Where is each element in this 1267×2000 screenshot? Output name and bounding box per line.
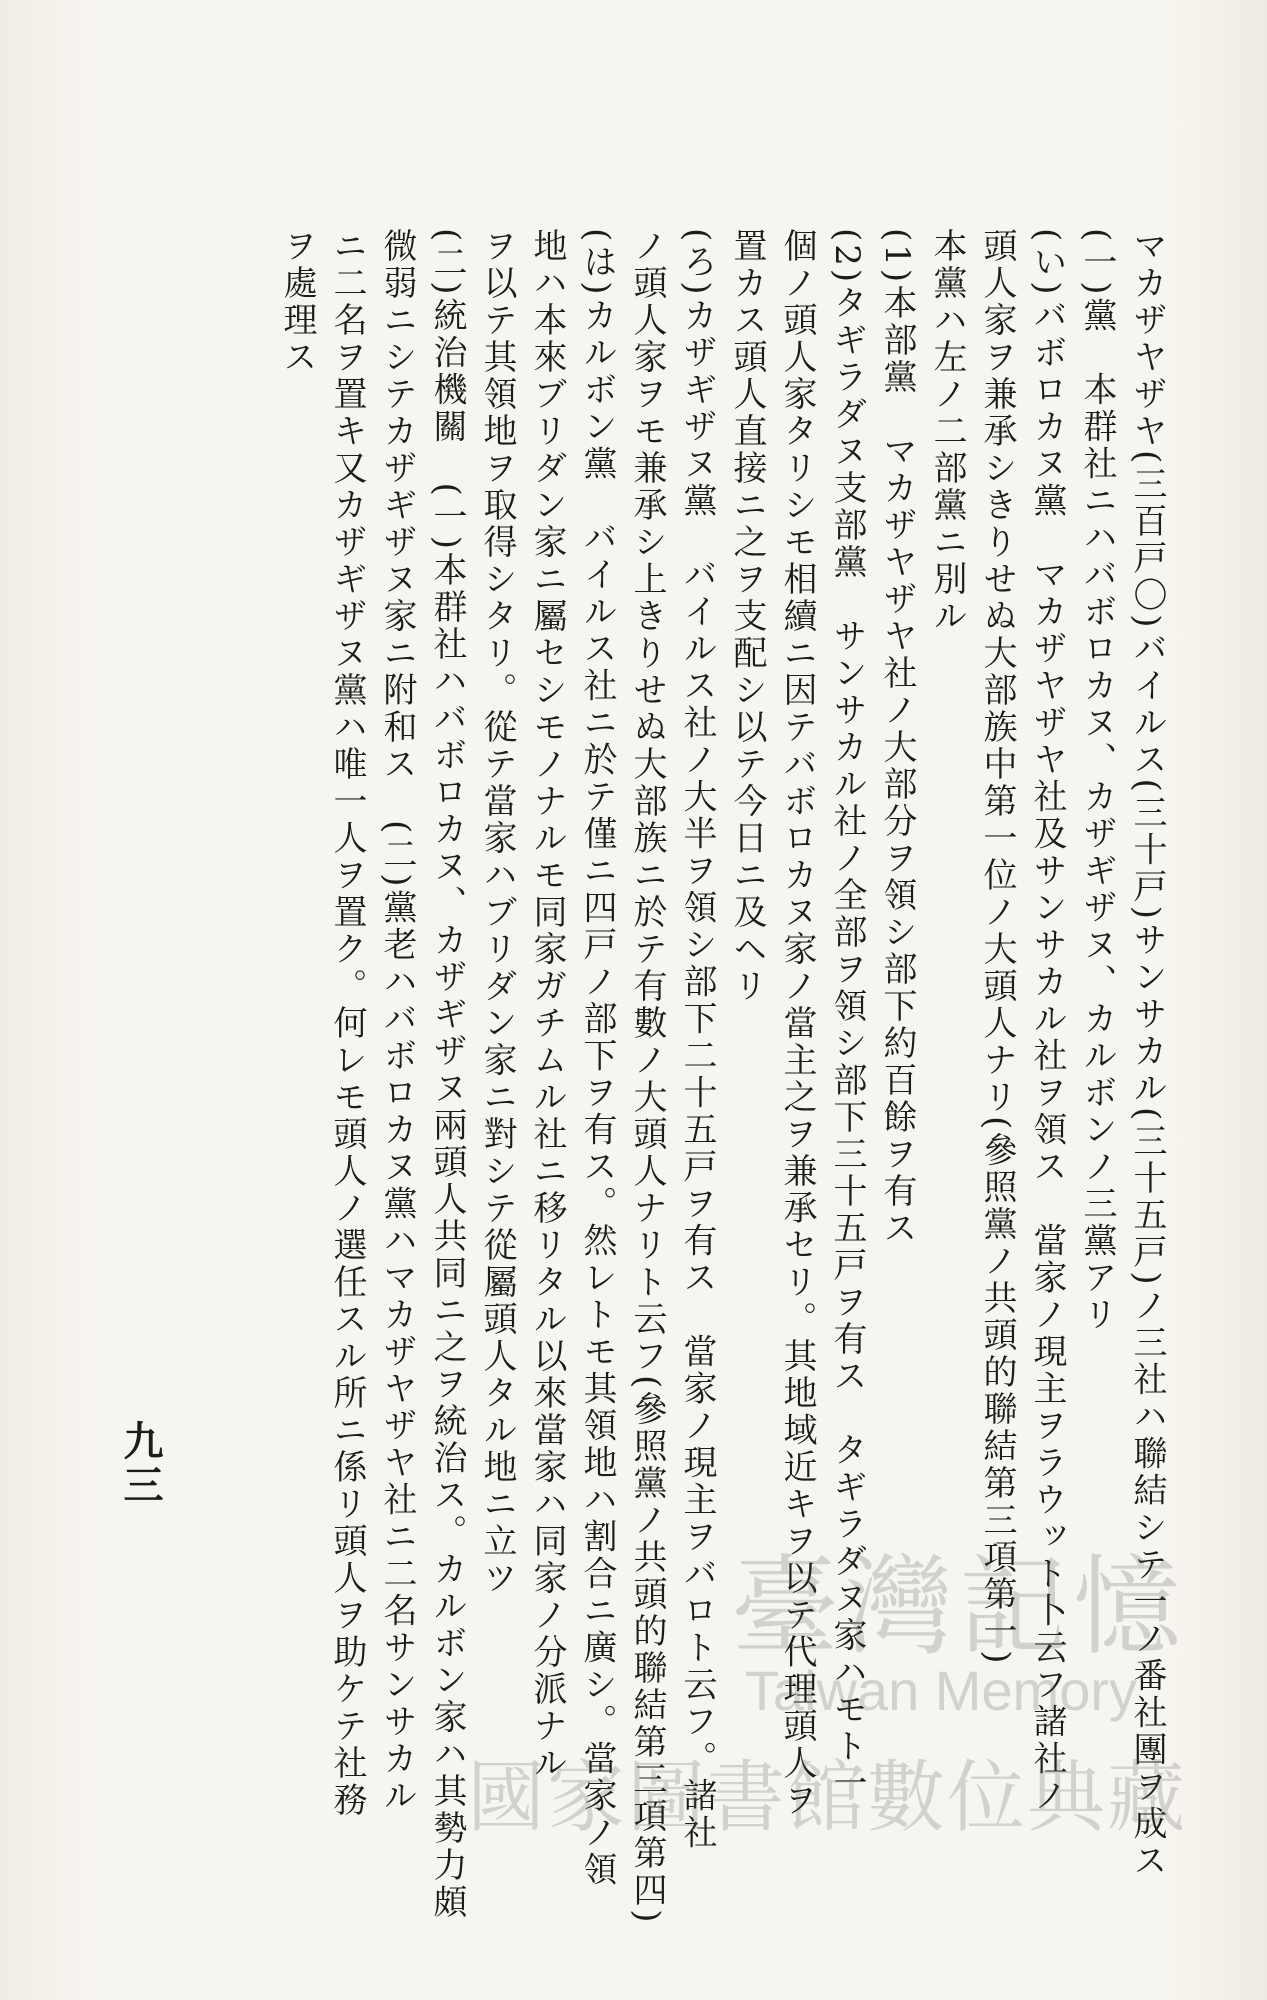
- text-line: 置カス頭人直接ニ之ヲ支配シ以テ今日ニ及ヘリ: [727, 228, 767, 1005]
- watermark-subtitle: 國家圖書館數位典藏: [466, 1753, 1187, 1843]
- watermark-english: Taiwan Memory: [744, 1659, 1137, 1722]
- text-line: ヲ以テ其領地ヲ取得シタリ。從テ當家ハブリダン家ニ對シテ從屬頭人タル地ニ立ツ: [477, 228, 517, 1597]
- text-line: 本黨ハ左ノ二部黨ニ別ル: [927, 228, 967, 635]
- watermark-title: 臺灣記憶: [730, 1545, 1187, 1670]
- text-line: ノ頭人家ヲモ兼承シ上きりせぬ大部族ニ於テ有數ノ大頭人ナリト云フ(參照黨ノ共頭的聯結第三項第四): [627, 228, 667, 1926]
- text-line: (は)カルボン黨 バイルス社ニ於テ僅ニ四戸ノ部下ヲ有ス。然レトモ其領地ハ割合ニ廣シ。當家ノ領: [577, 228, 617, 1889]
- text-line: (い)バボロカヌ黨 マカザヤザヤ社及サンサカル社ヲ領ス 當家ノ現主ヲラウット卜云フ諸社ノ: [1027, 228, 1067, 1815]
- text-line: (2)タギラダヌ支部黨 サンサカル社ノ全部ヲ領シ部下三十五戸ヲ有ス タギラダヌ家ハモト一: [827, 228, 867, 1803]
- text-line: 個ノ頭人家タリシモ相續ニ因テバボロカヌ家ノ當主之ヲ兼承セリ。其地域近キヲ以テ代理頭人ヲ: [777, 228, 817, 1819]
- page-number: 九三: [117, 1420, 164, 1508]
- text-line: 微弱ニシテカザギザヌ家ニ附和ス (二)黨老ハバボロカヌ黨ハマカザヤザヤ社ニ二名サンサカル: [377, 228, 417, 1815]
- text-line: (一)黨 本群社ニハバボロカヌ、カザギザヌ、カルボンノ三黨アリ: [1077, 228, 1117, 1334]
- text-line: (ろ)カザギザヌ黨 バイルス社ノ大半ヲ領シ部下二十五戸ヲ有ス 當家ノ現主ヲバロト云フ。諸社: [677, 228, 717, 1852]
- text-line: (二)統治機關 (一)本群社ハバボロカヌ、カザギザヌ兩頭人共同ニ之ヲ統治ス。カルボン家ハ其勢力頗: [427, 228, 467, 1922]
- text-line: ニ二名ヲ置キ又カザギザヌ黨ハ唯一人ヲ置ク。何レモ頭人ノ選任スル所ニ係リ頭人ヲ助ケテ社務: [327, 228, 367, 1819]
- text-line: ヲ處理ス: [277, 228, 317, 376]
- text-line: マカザヤザヤ(三百戸〇)バイルス(三十戸)サンサカル(三十五戸)ノ三社ハ聯結シテ一ノ番社團ヲ成ス: [1127, 228, 1167, 1880]
- text-line: 頭人家ヲ兼承シきりせぬ大部族中第一位ノ大頭人ナリ(參照黨ノ共頭的聯結第三項第一): [977, 228, 1017, 1667]
- text-line: 地ハ本來ブリダン家ニ屬セシモノナルモ同家ガチムル社ニ移リタル以來當家ハ同家ノ分派ナル: [527, 228, 567, 1782]
- text-line: (1)本部黨 マカザヤザヤ社ノ大部分ヲ領シ部下約百餘ヲ有ス: [877, 228, 917, 1248]
